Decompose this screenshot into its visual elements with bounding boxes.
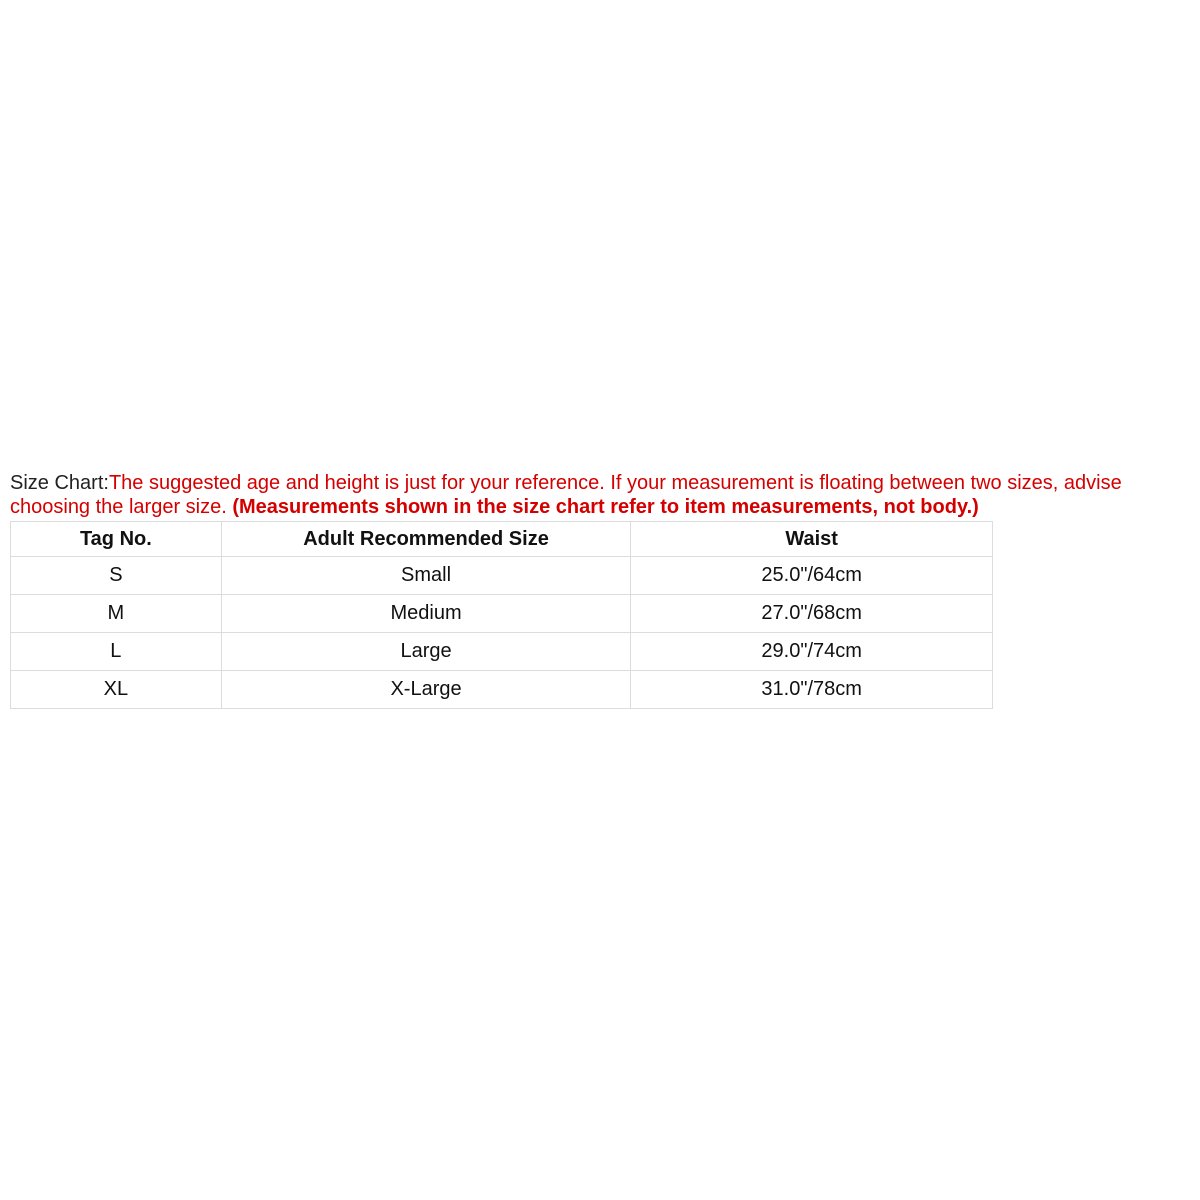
- cell-waist: 25.0"/64cm: [631, 557, 993, 595]
- table-row: [11, 595, 993, 633]
- cell-tag: S: [11, 557, 222, 595]
- table-row: [11, 633, 993, 671]
- size-chart-label: Size Chart:: [10, 472, 109, 494]
- cell-waist: 27.0"/68cm: [631, 595, 993, 633]
- cell-size: X-Large: [221, 671, 631, 709]
- measurement-disclaimer: (Measurements shown in the size chart refer to item measurements, not body.): [232, 496, 979, 518]
- size-chart-table: [10, 521, 993, 709]
- cell-waist: 31.0"/78cm: [631, 671, 993, 709]
- table-row: [11, 557, 993, 595]
- cell-tag: M: [11, 595, 222, 633]
- cell-size: Small: [221, 557, 631, 595]
- cell-tag: XL: [11, 671, 222, 709]
- cell-size: Medium: [221, 595, 631, 633]
- size-advice-text: The suggested age and height is just for your reference. If your measurement is floating between two sizes, advise choosing the larger size.: [10, 472, 1122, 518]
- cell-size: Large: [221, 633, 631, 671]
- header-waist: Waist: [631, 522, 993, 557]
- header-tag-no: Tag No.: [11, 522, 222, 557]
- table-row: [11, 671, 993, 709]
- table-header-row: [11, 522, 993, 557]
- header-recommended-size: Adult Recommended Size: [221, 522, 631, 557]
- cell-tag: L: [11, 633, 222, 671]
- cell-waist: 29.0"/74cm: [631, 633, 993, 671]
- size-chart-note: [10, 471, 1180, 519]
